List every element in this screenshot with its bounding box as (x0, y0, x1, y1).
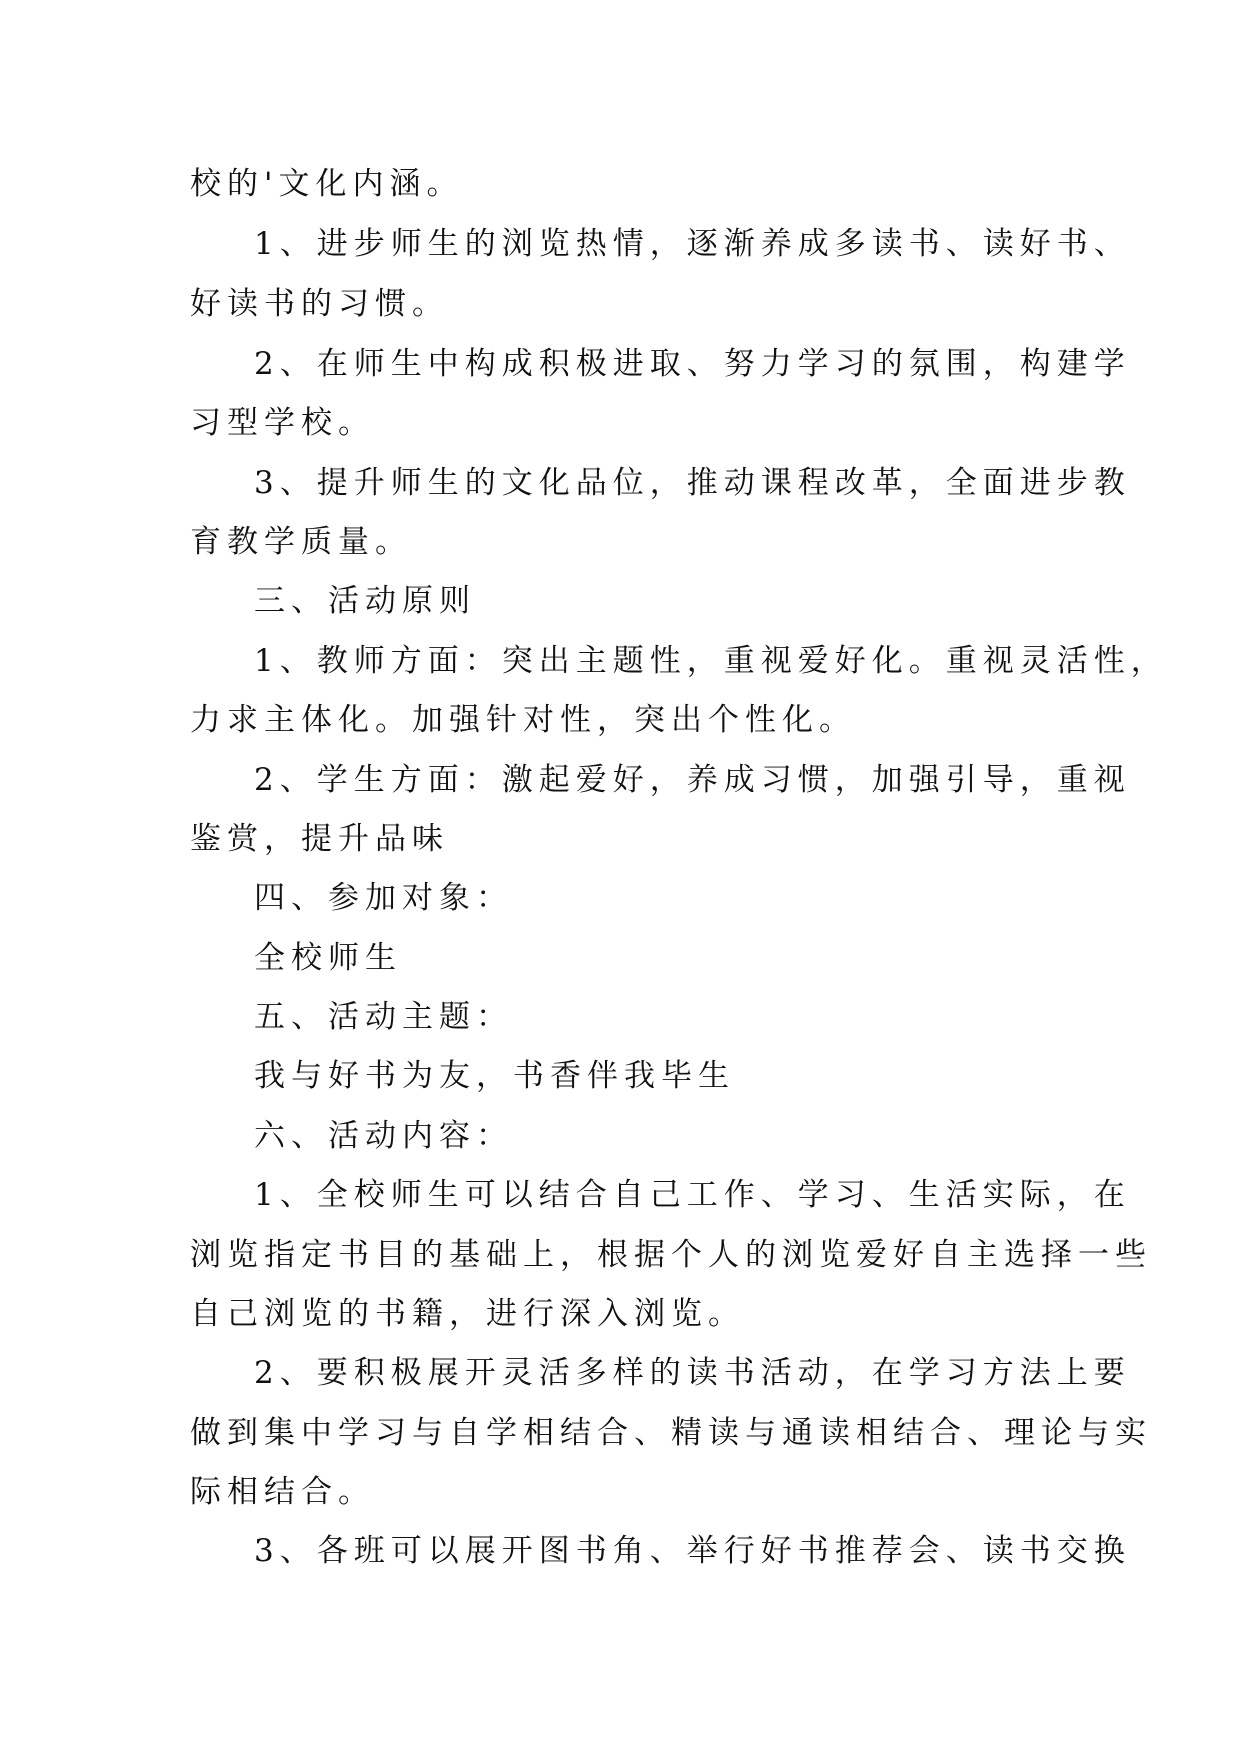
paragraph-line: 习型学校。 (190, 405, 375, 441)
paragraph-line: 全校师生 (254, 940, 402, 976)
paragraph-line: 育教学质量。 (190, 524, 412, 560)
paragraph-line: 做到集中学习与自学相结合、精读与通读相结合、理论与实 (190, 1415, 1152, 1451)
section-heading: 六、活动内容： (254, 1118, 513, 1154)
paragraph-line: 1、教师方面：突出主题性，重视爱好化。重视灵活性， (254, 643, 1168, 679)
paragraph-line: 力求主体化。加强针对性，突出个性化。 (190, 702, 856, 738)
paragraph-line: 3、各班可以展开图书角、举行好书推荐会、读书交换 (254, 1533, 1131, 1569)
paragraph-line: 鉴赏，提升品味 (190, 821, 449, 857)
paragraph-line: 1、进步师生的浏览热情，逐渐养成多读书、读好书、 (254, 226, 1131, 262)
section-heading: 四、参加对象： (254, 880, 513, 916)
paragraph-line: 2、在师生中构成积极进取、努力学习的氛围，构建学 (254, 346, 1131, 382)
paragraph-line: 际相结合。 (190, 1474, 375, 1510)
paragraph-line: 好读书的习惯。 (190, 286, 449, 322)
paragraph-line: 校的'文化内涵。 (190, 166, 464, 202)
paragraph-line: 3、提升师生的文化品位，推动课程改革，全面进步教 (254, 465, 1131, 501)
paragraph-line: 2、学生方面：激起爱好，养成习惯，加强引导，重视 (254, 762, 1131, 798)
paragraph-line: 2、要积极展开灵活多样的读书活动，在学习方法上要 (254, 1355, 1131, 1391)
paragraph-line: 我与好书为友，书香伴我毕生 (254, 1058, 735, 1094)
paragraph-line: 1、全校师生可以结合自己工作、学习、生活实际，在 (254, 1177, 1131, 1213)
section-heading: 三、活动原则 (254, 583, 476, 619)
section-heading: 五、活动主题： (254, 999, 513, 1035)
paragraph-line: 浏览指定书目的基础上，根据个人的浏览爱好自主选择一些 (190, 1237, 1152, 1273)
paragraph-line: 自己浏览的书籍，进行深入浏览。 (190, 1296, 745, 1332)
